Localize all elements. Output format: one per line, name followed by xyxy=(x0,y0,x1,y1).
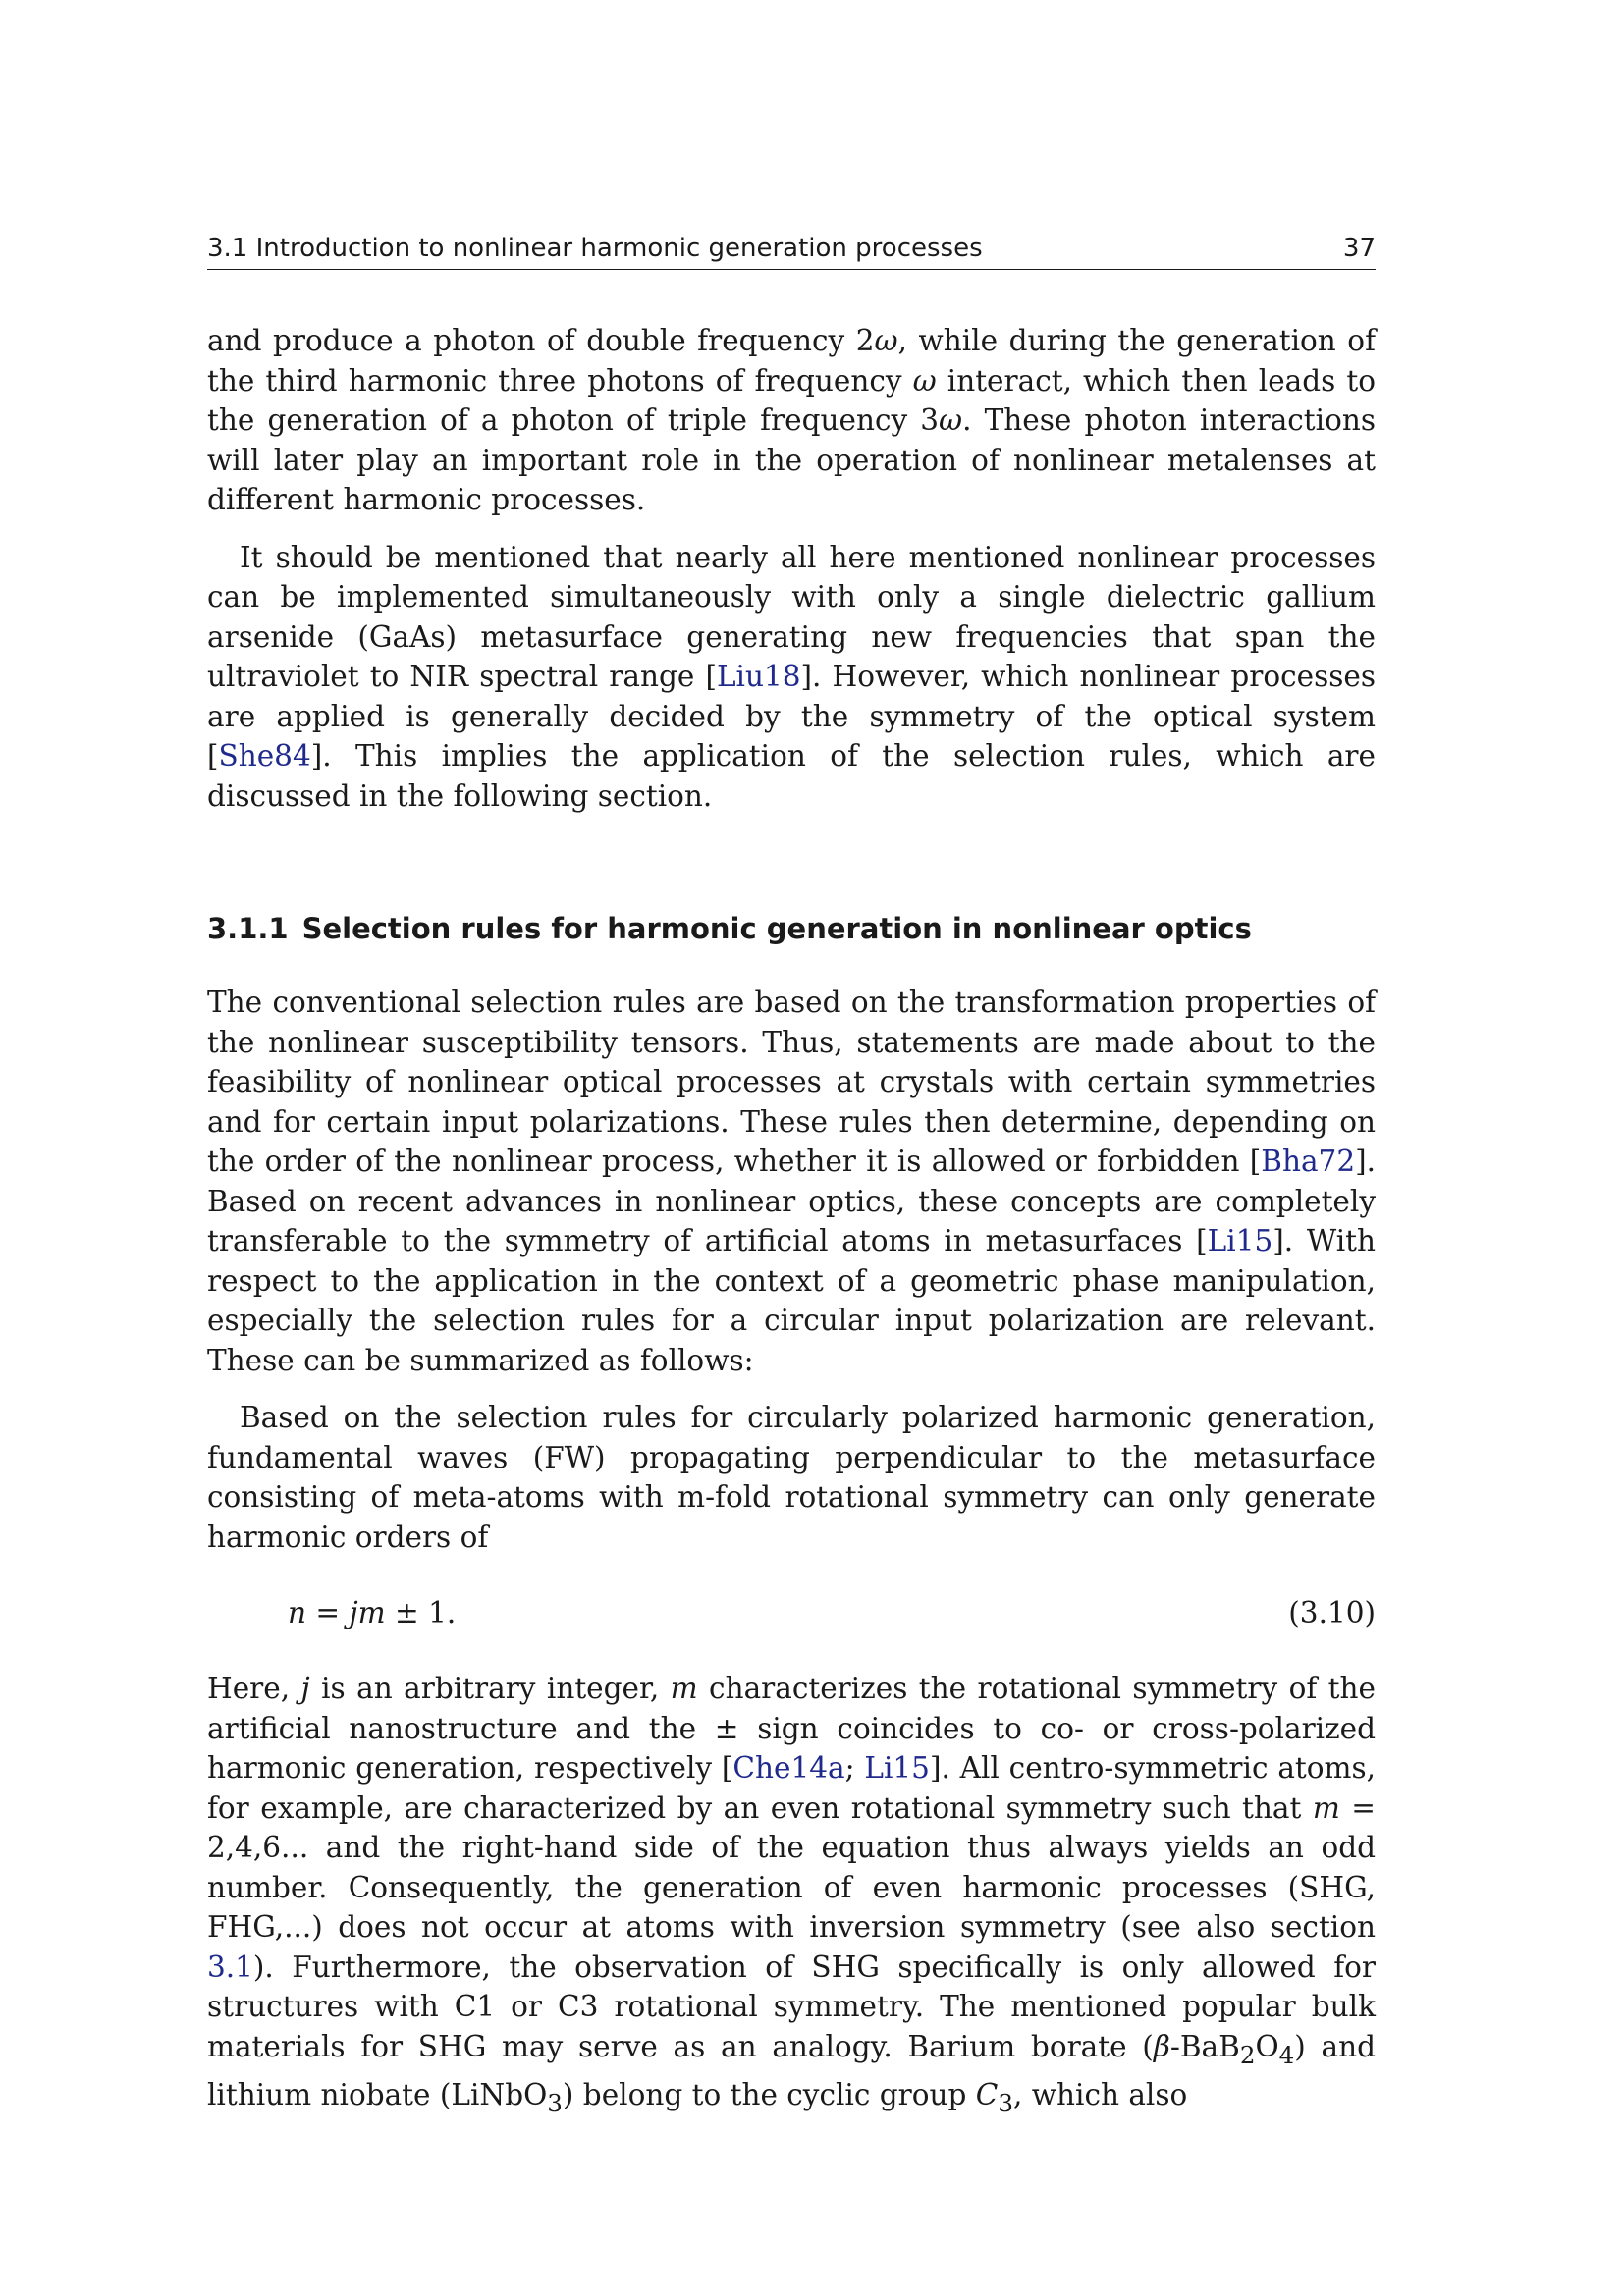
citation-link[interactable]: Li15 xyxy=(864,1751,930,1785)
section-link[interactable]: 3.1 xyxy=(207,1949,253,1984)
paragraph-5: Here, j is an arbitrary integer, m characterizes the rotational symmetry of the artificial nanostructure and the ± sign coincides to co- or cross-polarized harmonic generation, respectively [Che14a; Li15]. All centro-symmetric atoms, for example, are characterized by an even rotational symmetry such that m = 2,4,6... and the right-hand side of the equation thus always yields an odd number. Consequently, the generation of even harmonic processes (SHG, FHG,...) does not occur at atoms with inversion symmetry (see also section 3.1). Furthermore, the observation of SHG specifically is only allowed for structures with C1 or C3 rotational symmetry. The mentioned popular bulk materials for SHG may serve as an analogy. Barium borate $(\beta-BaB_2O_4)$ and lithium niobate (LiNbO$_3$) belong to the cyclic group $C_3$, which also xyxy=(207,1672,1377,2117)
equation-body: n = jm ± 1. xyxy=(288,1596,457,1629)
section-heading xyxy=(207,912,1376,945)
running-header xyxy=(207,234,1376,270)
citation-link[interactable]: Li15 xyxy=(1207,1224,1273,1257)
paragraph-1: and produce a photon of double frequency 2ω, while during the generation of the third harmonic three photons of frequency ω interact, which then leads to the generation of a photon of triple frequency 3ω. These photon interactions will later play an important role in the operation of nonlinear metalenses at different harmonic processes. xyxy=(207,324,1376,516)
equation-number: (3.10) xyxy=(1288,1596,1376,1629)
paragraph-4: Based on the selection rules for circularly polarized harmonic generation, fundamental waves (FW) propagating perpendicular to the metasurface consisting of meta-atoms with m-fold rotational symmetry can only generate harmonic orders of xyxy=(207,1401,1376,1554)
paragraph-3: The conventional selection rules are based on the transformation properties of the nonlinear susceptibility tensors. Thus, statements are made about to the feasibility of nonlinear optical processes at crystals with certain symmetries and for certain input polarizations. These rules then determine, depending on the order of the nonlinear process, whether it is allowed or forbidden [Bha72]. Based on recent advances in nonlinear optics, these concepts are completely transferable to the symmetry of artificial atoms in metasurfaces [Li15]. With respect to the application in the context of a geometric phase manipulation, especially the selection rules for a circular input polarization are relevant. These can be summarized as follows: xyxy=(207,986,1376,1377)
page-number: 37 xyxy=(1342,234,1376,263)
page xyxy=(207,234,1376,2123)
paragraph-2: It should be mentioned that nearly all here mentioned nonlinear processes can be implemented simultaneously with only a single dielectric gallium arsenide (GaAs) metasurface generating new frequencies that span the ultraviolet to NIR spectral range [Liu18]. However, which nonlinear processes are applied is generally decided by the symmetry of the optical system [She84]. This implies the application of the selection rules, which are discussed in the following section. xyxy=(207,540,1376,813)
equation xyxy=(207,1596,1376,1629)
citation-link[interactable]: Che14a xyxy=(732,1751,845,1785)
running-header-title: 3.1 Introduction to nonlinear harmonic generation processes xyxy=(207,234,983,263)
citation-link[interactable]: Bha72 xyxy=(1261,1145,1356,1178)
section-title: Selection rules for harmonic generation in nonlinear optics xyxy=(301,912,1252,945)
section-number: 3.1.1 xyxy=(207,912,289,945)
citation-link[interactable]: She84 xyxy=(218,739,311,773)
citation-link[interactable]: Liu18 xyxy=(716,660,801,693)
